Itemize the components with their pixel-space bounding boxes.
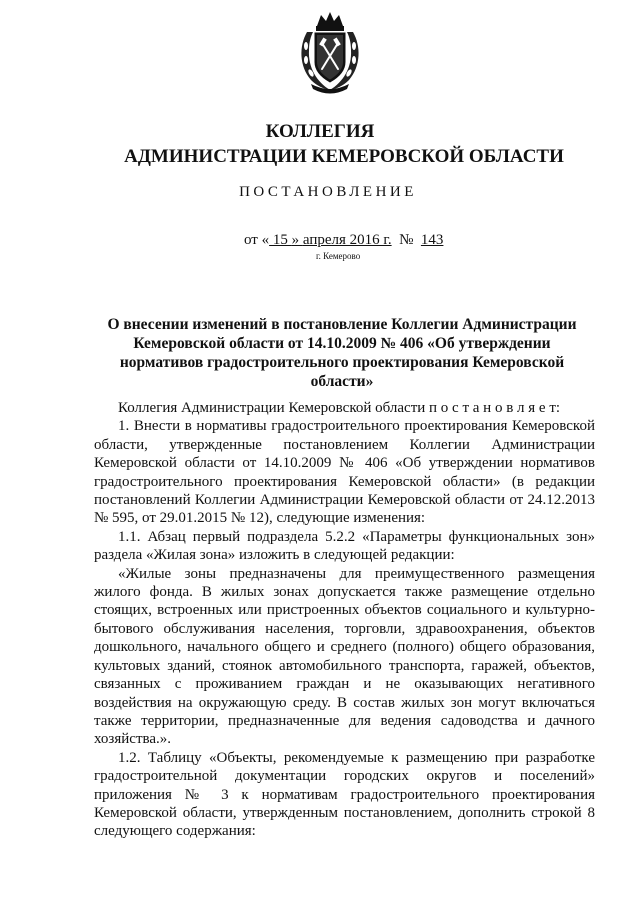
- document-body: [94, 399, 595, 841]
- document-number: 143: [420, 232, 444, 248]
- body-paragraph: «Жилые зоны предназначены для преимущественного размещения жилого фонда. В жилых зонах допускается также размещение отдельно стоящих, встроенных или пристроенных объектов социального и культурно-бытового обслуживания населения, торговли, здравоохранения, объектов дошкольного, начального общего и среднего (полного) общего образования, культовых зданий, стоянок автомобильного транспорта, гаражей, объектов, связанных с проживанием граждан и не оказывающих негативного воздействия на окружающую среду. В состав жилых зон могут включаться также территории, предназначенные для ведения садоводства и дачного хозяйства.».: [94, 565, 595, 748]
- document-subject: О внесении изменений в постановление Коллегии Администрации Кемеровской области от 14.10.2009 № 406 «Об утверждении нормативов градостроительного проектирования Кемеровской области»: [107, 316, 577, 390]
- date-day: 15: [269, 232, 292, 248]
- document-city: г. Кемерово: [316, 251, 361, 261]
- number-prefix: №: [391, 232, 421, 248]
- document-date-line: [244, 232, 443, 249]
- body-paragraph: 1.2. Таблицу «Объекты, рекомендуемые к размещению при разработке градостроительной документации городских округов и поселений» приложения № 3 к нормативам градостроительного проектирования Кемеровской области, утвержденным постановлением, дополнить строкой 8 следующего содержания:: [94, 749, 595, 840]
- org-title-line2: АДМИНИСТРАЦИИ КЕМЕРОВСКОЙ ОБЛАСТИ: [124, 146, 564, 167]
- document-kind: ПОСТАНОВЛЕНИЕ: [239, 184, 417, 200]
- date-month-year: апреля 2016 г.: [302, 232, 392, 248]
- body-paragraph: 1. Внести в нормативы градостроительного проектирования Кемеровской области, утвержденные постановлением Коллегии Администрации Кемеровской области от 14.10.2009 № 406 «Об утверждении нормативов градостроительного проектирования Кемеровской области» (в редакции постановлений Коллегии Администрации Кемеровской области от 24.12.2013 № 595, от 29.01.2015 № 12), следующие изменения:: [94, 418, 595, 527]
- org-title-line1: КОЛЛЕГИЯ: [265, 121, 375, 142]
- body-paragraph: Коллегия Администрации Кемеровской области п о с т а н о в л я е т:: [118, 400, 561, 416]
- kemerovo-coat-of-arms-icon: [297, 10, 363, 94]
- date-mid: »: [291, 232, 303, 248]
- date-prefix: от «: [244, 232, 270, 248]
- body-paragraph: 1.1. Абзац первый подраздела 5.2.2 «Параметры функциональных зон» раздела «Жилая зона» изложить в следующей редакции:: [94, 528, 595, 564]
